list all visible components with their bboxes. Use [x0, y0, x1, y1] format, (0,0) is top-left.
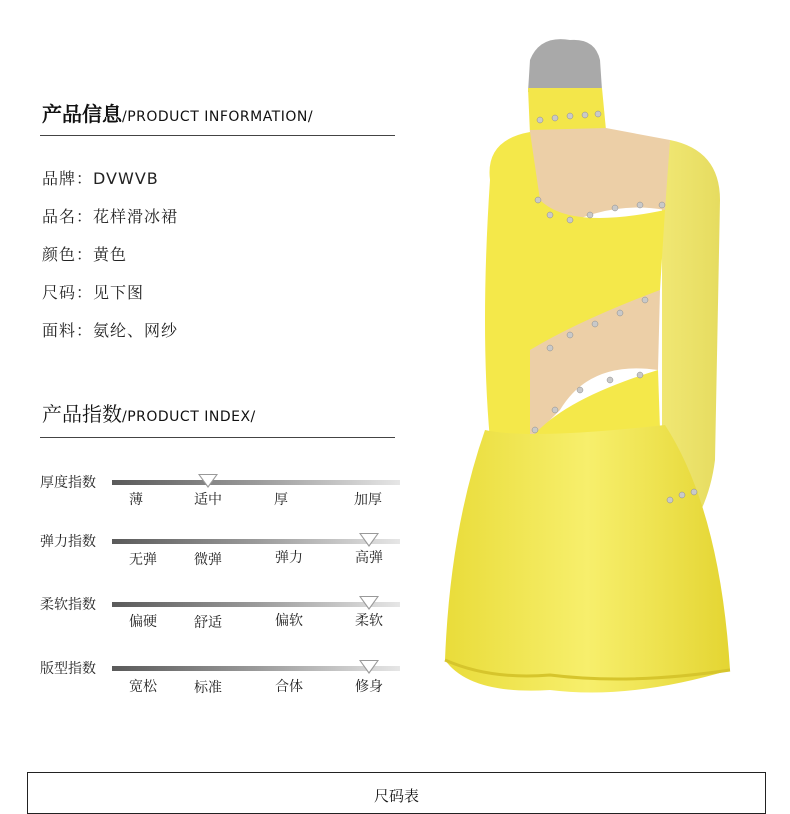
- size-chart-title: 尺码表: [373, 787, 419, 805]
- dress-collar: [528, 88, 606, 134]
- index-option: 偏硬: [129, 614, 157, 630]
- index-option: 加厚: [354, 492, 382, 508]
- product-image: [430, 30, 750, 710]
- index-option: 微弹: [194, 552, 222, 568]
- index-marker-icon: [359, 660, 379, 674]
- index-marker-icon: [359, 533, 379, 547]
- index-bar-softness: [112, 602, 400, 607]
- product-index-title: [42, 398, 256, 427]
- info-value: 黄色: [93, 245, 128, 264]
- product-info-title-cn: 产品信息: [42, 102, 122, 126]
- info-value: 见下图: [93, 283, 145, 302]
- index-option: 高弹: [355, 550, 383, 566]
- index-option: 无弹: [129, 552, 157, 568]
- index-bar-fit: [112, 666, 400, 671]
- size-chart: [27, 772, 766, 814]
- info-value: 氨纶、网纱: [93, 321, 179, 340]
- index-option: 厚: [274, 492, 288, 508]
- index-option: 薄: [129, 492, 143, 508]
- index-label-fit: 版型指数: [40, 661, 96, 677]
- index-option: 柔软: [355, 613, 383, 629]
- info-row-fabric: [42, 318, 178, 341]
- index-option: 适中: [194, 492, 222, 508]
- index-option: 舒适: [194, 615, 222, 631]
- info-row-size: [42, 280, 144, 303]
- index-option: 修身: [355, 679, 383, 695]
- index-option: 偏软: [275, 613, 303, 629]
- product-info-title: [42, 98, 313, 127]
- index-bar-elasticity: [112, 539, 400, 544]
- info-row-brand: [42, 166, 159, 189]
- info-label: 颜色：: [42, 245, 94, 264]
- index-option: 合体: [275, 679, 303, 695]
- mannequin-neck: [528, 39, 602, 92]
- index-label-thickness: 厚度指数: [40, 475, 96, 491]
- index-bar-thickness: [112, 480, 400, 485]
- info-label: 品名：: [42, 207, 94, 226]
- info-value: DVWVB: [93, 169, 159, 188]
- info-label: 品牌：: [42, 169, 94, 188]
- product-index-title-en: /PRODUCT INDEX/: [122, 409, 256, 425]
- info-label: 尺码：: [42, 283, 94, 302]
- info-label: 面料：: [42, 321, 94, 340]
- info-row-color: [42, 242, 127, 265]
- index-marker-icon: [359, 596, 379, 610]
- index-label-softness: 柔软指数: [40, 597, 96, 613]
- index-option: 宽松: [129, 679, 157, 695]
- product-info-divider: [40, 135, 395, 136]
- info-value: 花样滑冰裙: [93, 207, 179, 226]
- index-marker-icon: [198, 474, 218, 488]
- product-index-divider: [40, 437, 395, 438]
- product-index-title-cn: 产品指数: [42, 402, 122, 426]
- index-label-elasticity: 弹力指数: [40, 534, 96, 550]
- index-option: 标准: [194, 680, 222, 696]
- info-row-name: [42, 204, 178, 227]
- index-option: 弹力: [275, 550, 303, 566]
- product-info-title-en: /PRODUCT INFORMATION/: [122, 109, 314, 125]
